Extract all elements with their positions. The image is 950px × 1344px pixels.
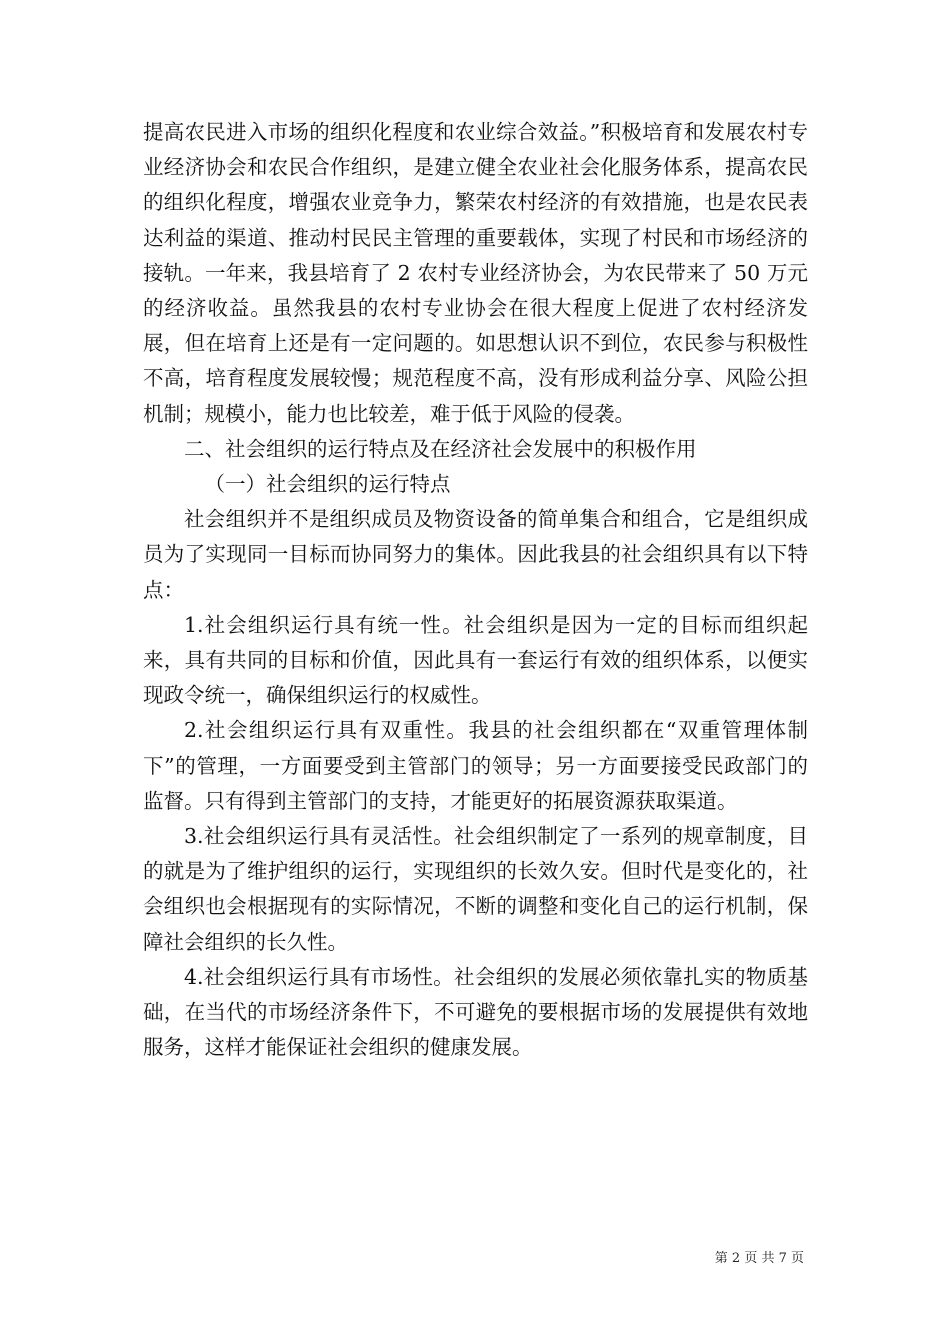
paragraph-point-4: 4.社会组织运行具有市场性。社会组织的发展必须依靠扎实的物质基础，在当代的市场经济条件下，不可避免的要根据市场的发展提供有效地服务，这样才能保证社会组织的健康发展。 bbox=[143, 964, 808, 1060]
subsection-heading: （一）社会组织的运行特点 bbox=[204, 472, 451, 497]
section-heading: 二、社会组织的运行特点及在经济社会发展中的积极作用 bbox=[184, 436, 697, 461]
document-body bbox=[143, 115, 808, 1065]
page-number-footer: 第 2 页 共 7 页 bbox=[714, 1251, 804, 1266]
paragraph-point-3: 3.社会组织运行具有灵活性。社会组织制定了一系列的规章制度，目的就是为了维护组织的运行，实现组织的长效久安。但时代是变化的，社会组织也会根据现有的实际情况，不断的调整和变化自己的运行机制，保障社会组织的长久性。 bbox=[143, 824, 808, 954]
paragraph-point-1: 1.社会组织运行具有统一性。社会组织是因为一定的目标而组织起来，具有共同的目标和价值，因此具有一套运行有效的组织体系，以便实现政令统一，确保组织运行的权威性。 bbox=[143, 612, 808, 708]
paragraph-point-2: 2.社会组织运行具有双重性。我县的社会组织都在“双重管理体制下”的管理，一方面要受到主管部门的领导；另一方面要接受民政部门的监督。只有得到主管部门的支持，才能更好的拓展资源获取渠道。 bbox=[143, 718, 808, 813]
paragraph-intro: 社会组织并不是组织成员及物资设备的简单集合和组合，它是组织成员为了实现同一目标而协同努力的集体。因此我县的社会组织具有以下特点： bbox=[143, 507, 808, 602]
paragraph-continuation: 提高农民进入市场的组织化程度和农业综合效益。”积极培育和发展农村专业经济协会和农民合作组织，是建立健全农业社会化服务体系，提高农民的组织化程度，增强农业竞争力，繁荣农村经济的有效措施，也是农民表达利益的渠道、推动村民民主管理的重要载体，实现了村民和市场经济的接轨。一年来，我县培育了 2 农村专业经济协会，为农民带来了 50 万元的经济收益。虽然我县的农村专业协会在很大程度上促进了农村经济发展，但在培育上还是有一定问题的。如思想认识不到位，农民参与积极性不高，培育程度发展较慢；规范程度不高，没有形成利益分享、风险公担机制；规模小，能力也比较差，难于低于风险的侵袭。 bbox=[143, 120, 808, 426]
